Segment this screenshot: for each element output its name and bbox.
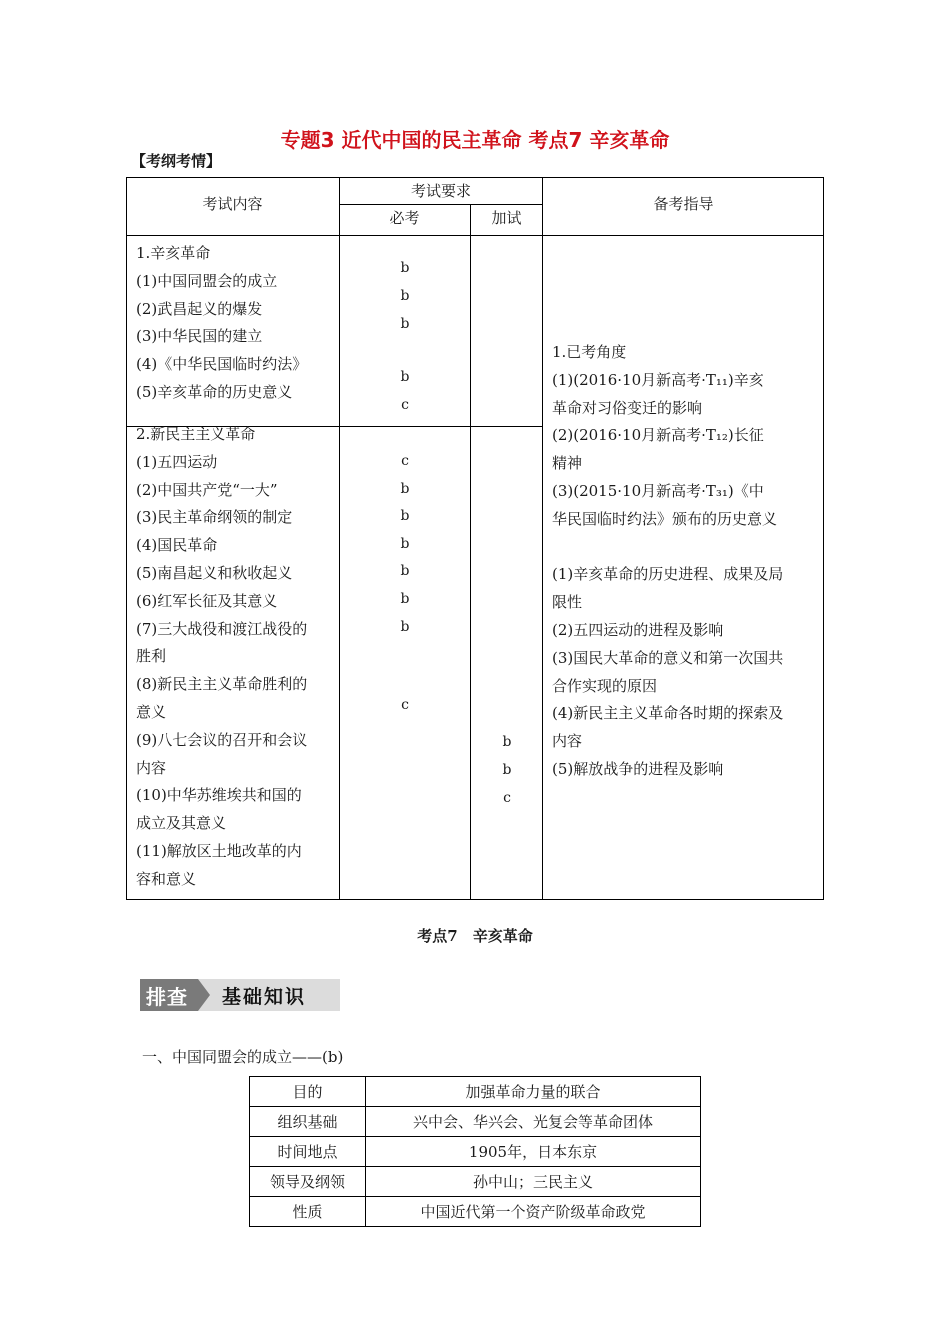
block2-content bbox=[136, 421, 307, 894]
content-line: (3)中华民国的建立 bbox=[136, 327, 263, 346]
guide-line: 合作实现的原因 bbox=[552, 676, 658, 695]
req-mark: b bbox=[400, 619, 410, 635]
req-mark: b bbox=[400, 536, 410, 552]
content-line: 2.新民主主义革命 bbox=[136, 425, 256, 443]
basic-table bbox=[249, 1076, 701, 1227]
content-line: (2)武昌起义的爆发 bbox=[136, 299, 263, 318]
row-key: 时间地点 bbox=[250, 1137, 366, 1167]
header-requirements: 考试要求 bbox=[410, 182, 471, 200]
req-mark: c bbox=[401, 453, 409, 469]
req-mark: b bbox=[400, 563, 410, 579]
section-tag: 【考纲考情】 bbox=[131, 152, 222, 170]
guide-line: 革命对习俗变迁的影响 bbox=[552, 398, 703, 417]
content-line: 容和意义 bbox=[136, 869, 197, 888]
content-line: (7)三大战役和渡江战役的 bbox=[136, 619, 308, 638]
guide-line: 限性 bbox=[552, 593, 583, 612]
content-line: 1.辛亥革命 bbox=[136, 244, 211, 262]
content-line: 内容 bbox=[136, 758, 167, 777]
banner-right-label: 基础知识 bbox=[222, 986, 307, 1008]
guide-line: (2)五四运动的进程及影响 bbox=[552, 620, 724, 639]
table-row bbox=[250, 1107, 701, 1137]
extra-mark: c bbox=[503, 790, 511, 806]
table-row bbox=[250, 1137, 701, 1167]
content-line: (6)红军长征及其意义 bbox=[136, 591, 278, 610]
content-line: 成立及其意义 bbox=[136, 814, 227, 833]
row-key: 目的 bbox=[250, 1077, 366, 1107]
content-line: (4)《中华民国临时约法》 bbox=[136, 355, 308, 374]
row-value: 兴中会、华兴会、光复会等革命团体 bbox=[366, 1107, 701, 1137]
content-line: (9)八七会议的召开和会议 bbox=[136, 730, 308, 749]
req-mark: b bbox=[400, 481, 410, 497]
guide-line bbox=[552, 534, 783, 562]
guide-line: (3)(2015·10月新高考·T₃₁)《中 bbox=[552, 481, 764, 500]
content-line: 意义 bbox=[136, 702, 167, 721]
content-line: (1)五四运动 bbox=[136, 452, 218, 471]
guide-line: (5)解放战争的进程及影响 bbox=[552, 759, 724, 778]
req-mark: b bbox=[400, 260, 410, 276]
table-row bbox=[250, 1197, 701, 1227]
guide-line: (1)(2016·10月新高考·T₁₁)辛亥 bbox=[552, 370, 764, 389]
banner-arrow-icon bbox=[198, 979, 210, 1011]
banner-left-label: 排查 bbox=[146, 985, 188, 1009]
req-mark: b bbox=[400, 369, 410, 385]
req-mark: b bbox=[400, 591, 410, 607]
guide-line: 内容 bbox=[552, 732, 583, 751]
header-content: 考试内容 bbox=[202, 195, 263, 213]
content-line: (2)中国共产党“一大” bbox=[136, 480, 278, 499]
header-guide: 备考指导 bbox=[653, 195, 714, 213]
row-key: 领导及纲领 bbox=[250, 1167, 366, 1197]
content-line: (3)民主革命纲领的制定 bbox=[136, 508, 293, 527]
content-line: (10)中华苏维埃共和国的 bbox=[136, 786, 302, 805]
req-mark: b bbox=[400, 508, 410, 524]
row-key: 组织基础 bbox=[250, 1107, 366, 1137]
guide-content bbox=[552, 339, 783, 784]
guide-line: (1)辛亥革命的历史进程、成果及局 bbox=[552, 565, 784, 584]
guide-line: 华民国临时约法》颁布的历史意义 bbox=[552, 509, 778, 528]
table-row bbox=[250, 1167, 701, 1197]
guide-line: (2)(2016·10月新高考·T₁₂)长征 bbox=[552, 426, 764, 445]
guide-line: (3)国民大革命的意义和第一次国共 bbox=[552, 648, 784, 667]
req-mark: c bbox=[401, 397, 409, 413]
content-line: 胜利 bbox=[136, 647, 167, 666]
header-required: 必考 bbox=[389, 209, 420, 227]
row-value: 孙中山；三民主义 bbox=[366, 1167, 701, 1197]
table-row bbox=[250, 1077, 701, 1107]
block1-content bbox=[136, 240, 307, 407]
content-line: (5)辛亥革命的历史意义 bbox=[136, 382, 293, 401]
question-title: 一、中国同盟会的成立——(b) bbox=[142, 1048, 344, 1066]
req-mark: b bbox=[400, 316, 410, 332]
guide-line: (4)新民主主义革命各时期的探索及 bbox=[552, 704, 784, 723]
content-line: (11)解放区土地改革的内 bbox=[136, 841, 302, 860]
row-key: 性质 bbox=[250, 1197, 366, 1227]
section-subtitle: 考点7 辛亥革命 bbox=[417, 927, 533, 945]
content-line: (5)南昌起义和秋收起义 bbox=[136, 563, 293, 582]
extra-mark: b bbox=[502, 734, 512, 750]
row-value: 中国近代第一个资产阶级革命政党 bbox=[366, 1197, 701, 1227]
guide-line: 精神 bbox=[552, 454, 583, 473]
page-title: 专题3 近代中国的民主革命 考点7 辛亥革命 bbox=[280, 128, 670, 152]
row-value: 1905年，日本东京 bbox=[366, 1137, 701, 1167]
req-mark: b bbox=[400, 288, 410, 304]
content-line: (1)中国同盟会的成立 bbox=[136, 271, 278, 290]
content-line: (4)国民革命 bbox=[136, 536, 218, 555]
section-banner bbox=[140, 979, 340, 1011]
row-value: 加强革命力量的联合 bbox=[366, 1077, 701, 1107]
extra-mark: b bbox=[502, 762, 512, 778]
guide-line: 1.已考角度 bbox=[552, 343, 627, 361]
header-extra: 加试 bbox=[491, 209, 522, 227]
req-mark: c bbox=[401, 697, 409, 713]
content-line: (8)新民主主义革命胜利的 bbox=[136, 675, 308, 694]
